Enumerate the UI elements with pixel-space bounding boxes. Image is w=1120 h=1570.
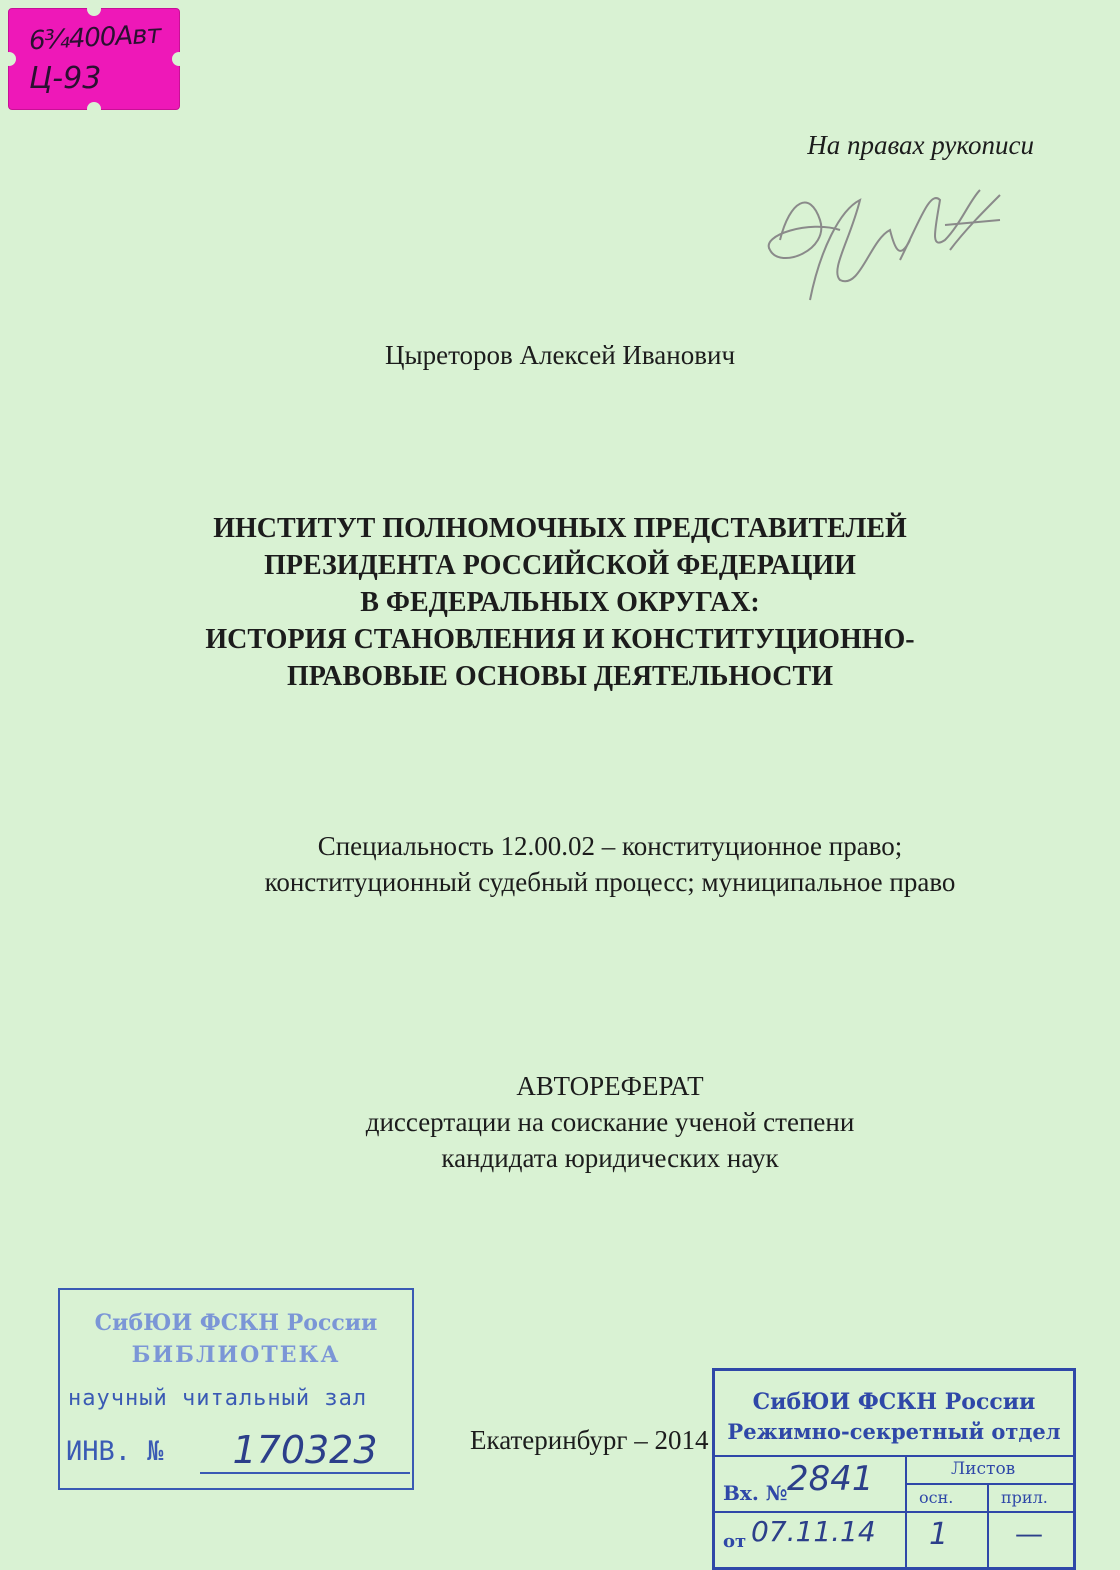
signature-image [750,180,1010,310]
sticker-shelf: Ц-93 [29,61,102,96]
secret-stamp-dept: Режимно-секретный отдел [727,1419,1061,1444]
dissertation-title [120,510,1000,695]
abstract-heading: АВТОРЕФЕРАТ [516,1071,704,1101]
specialty-line-1: Специальность 12.00.02 – конституционное право; [317,831,903,861]
secret-stamp-date-label: от [723,1531,747,1552]
specialty-line-2: конституционный судебный процесс; муниципальное право [264,867,956,897]
library-stamp [58,1288,414,1490]
library-stamp-inv-number: 170323 [200,1428,410,1474]
library-sticker [8,8,180,110]
secret-stamp-sheets-label: Листов [951,1459,1016,1479]
secret-stamp-in-number: 2841 [787,1459,874,1499]
sticker-code: 6¾400Авт [28,19,162,57]
title-line: В ФЕДЕРАЛЬНЫХ ОКРУГАХ: [360,587,760,618]
secret-stamp-date-value: 07.11.14 [751,1515,876,1548]
library-stamp-hall: научный читальный зал [68,1386,368,1411]
secret-stamp-main-label: осн. [919,1488,954,1507]
abstract-block [200,1068,1020,1176]
abstract-line-1: диссертации на соискание ученой степени [365,1107,855,1137]
secret-dept-stamp [712,1368,1076,1570]
city-year: Екатеринбург – 2014 [470,1425,709,1455]
title-line: ПРАВОВЫЕ ОСНОВЫ ДЕЯТЕЛЬНОСТИ [287,661,833,692]
secret-stamp-app-label: прил. [1001,1488,1048,1507]
library-stamp-lib: БИБЛИОТЕКА [131,1342,341,1368]
secret-stamp-org: СибЮИ ФСКН России [752,1389,1036,1415]
library-stamp-org: СибЮИ ФСКН России [94,1310,378,1336]
author-name: Цыреторов Алексей Иванович [384,340,736,370]
title-line: ПРЕЗИДЕНТА РОССИЙСКОЙ ФЕДЕРАЦИИ [264,550,856,581]
abstract-line-2: кандидата юридических наук [441,1143,779,1173]
library-stamp-inv-label: ИНВ. № [66,1436,164,1467]
title-line: ИСТОРИЯ СТАНОВЛЕНИЯ И КОНСТИТУЦИОННО- [205,624,915,655]
secret-stamp-app-value: — [1015,1517,1043,1550]
rights-note: На правах рукописи [807,130,1034,160]
title-line: ИНСТИТУТ ПОЛНОМОЧНЫХ ПРЕДСТАВИТЕЛЕЙ [213,513,907,544]
secret-stamp-in-label: Вх. № [723,1481,788,1505]
secret-stamp-main-value: 1 [929,1517,949,1552]
specialty [170,828,1050,900]
